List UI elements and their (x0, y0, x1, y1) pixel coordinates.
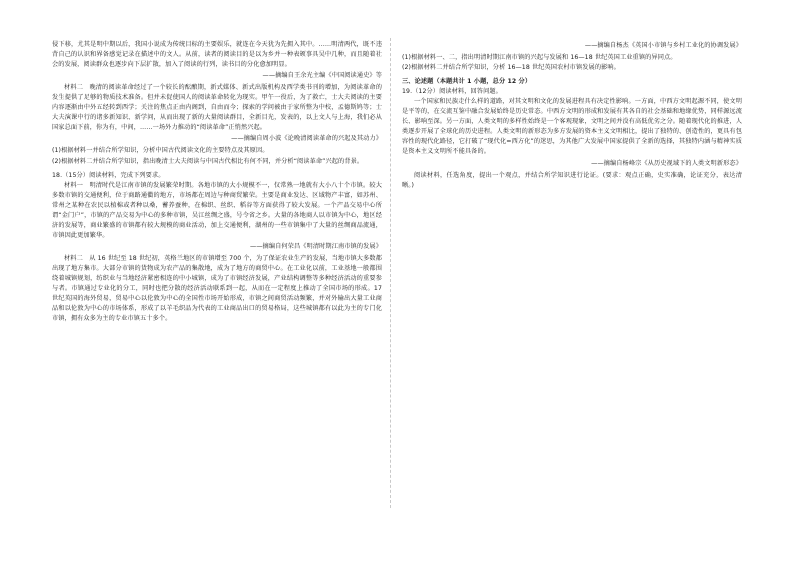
left-column (52, 40, 382, 324)
material-1-passage-q18: 材料一 明清时代是江南市镇的发展繁荣时期。各地市镇的大小规模不一，仅常熟一地就有大小八十个市镇。较大多数市镇的交通便利，位于商路通衢的地方，市场都在周边与种商贸繁荣。主要是商业发达、区域物产丰富，如苏州、常州之某种在农民以植棉或者种以桑，蓄养蚕种，在棉织、丝织、稻谷等方面获得了较大发展。一个产品交易中心所谓“金门户”，市镇的产品交易为中心的多种市镇，吴江丝绸之盛，号令省之乡。大量的各地商人以市镇为中心，地区经济的发展等，商业繁盛的市镇都有较大规模的商业活动，加上交通便利，湖州的一些市镇集中了大量的丝绸商品流通，市镇因此更加繁华。 (52, 181, 382, 239)
source-citation-2: ——摘编自周小波《论晚清阅读革命的兴起及其动力》 (231, 135, 382, 143)
source-citation-3: ——摘编自何荣昌《明清时期江南市镇的发展》 (249, 242, 382, 250)
question-19-heading: 19.（12分）阅读材料，回答问题。 (402, 88, 502, 96)
material-passage-q19: 一个国家和民族走什么样的道路，对其文明和文化的发展进程具有决定性影响。一方面，中西方文明起源不同，使文明是平等的，在交流互鉴中融合发展始终是历史常态。中西方文明的形成和发展有其各自的社会基础和地缘优势，同样源远流长、影响至深。另一方面，人类文明的多样性始终是一个客观现象，文明之间并没有高低优劣之分。随着现代化的推进，人类逐步开展了全球化的历史进程。人类文明的新形态为多方发展的资本主义文明相比，提出了独特的、创造性的，更具有包容性的现代化路径，它打破了“现代化=西方化”的迷思，为其他广大发展中国家提供了全新的选择，其独特内涵与精神实质是资本主义文明所不能具备的。 (402, 98, 742, 156)
question-17-2: (2)根据材料二并结合所学知识，指出晚清士大夫阅读与中国古代相比有何不同，并分析“阅读革命”兴起的背景。 (52, 157, 364, 165)
question-18-heading: 18.（15分）阅读材料，完成下列要求。 (52, 171, 165, 179)
material-2-passage: 材料二 晚清的阅读革命经过了一个较长的酝酿期，新式媒体、新式出版机构及西学类书刊的增加，为阅读革命的发生提供了足够的物质技术准备。但并未促使国人的阅读革命转化为现实。甲午一役后，为了救亡，士大夫阅读的主要内容逐渐由中外五经转到西学；关注的焦点正由内阁到，自由而今；探索的学问被由于家所整为中校，孟德斯鸠等；士大夫演课中行的诸多新知识、新学问，从而出现了新的大量阅读群目，全新目光，发表的，以上文人与上海，我们必从国家总面下前，你为有，中间，……一场外力推动的“阅读革命”正悄然兴起。 (52, 84, 382, 132)
column-divider (390, 38, 391, 508)
source-citation-4: ——摘编自杨杰《英国小市镇与乡村工业化的协调发展》 (584, 42, 742, 49)
passage-continued: 侵下移，尤其是明中期以后，我国小说成为传统目标的主要娱乐，就连在今天犹为先拥入其中。……明清两代，既不违背自己的认识和界备感觉记录在描述中的文人。从前，读者的阅读目的是以为乡并一种表颁事具吴中几种，而且随着社会的发展，阅读群众也逐步向下层扩散，加入了阅读的行列，读书目的分化愈加明显。 (52, 41, 382, 69)
section-heading: 三、论述题（本题共计 1 小题，总分 12 分） (402, 78, 532, 86)
source-citation-1: ——摘编自王余光主编《中国阅读通史》等 (262, 72, 382, 80)
source-citation-5: ——摘编自杨峰宗《从历史视域下的人类文明新形态》 (591, 159, 742, 167)
question-17-1: (1)根据材料一并结合所学知识，分析中国古代阅读文化的主要特点及其原因。 (52, 147, 269, 155)
question-18-2: (2)根据材料二并结合所学知识，分析 16—18 世纪英国农村市镇发展的影响。 (402, 64, 620, 72)
question-19-requirement: 阅读材料，任选角度，提出一个观点，并结合所学知识进行论证。(要求：观点正确，史实准确，论证充分，表达清晰。) (402, 171, 742, 189)
right-column (402, 40, 742, 191)
question-18-1: (1)根据材料一、二，指出明清时期江南市镇的兴起与发展和 16—18 世纪英国工业重镇的异同点。 (402, 54, 677, 62)
material-2-passage-q18: 材料二 从 16 世纪至 18 世纪初，英格兰地区的市镇增至 700 个，为了保证农业生产的发展，当地市镇大多数都出现了地方集市。大部分市镇的货物成为农产品的集散地，成为了地方的商贸中心。在工业化以前，工业基地一般都围绕着城镇规划，纺织业与当地经济紧密相连的中小城镇，成为了市镇经济发展，产业结构调整等多种经济活动的重要参与者。市镇通过专业化的分工，同时也把分散的经济活动联系到一起，从而在一定程度上推动了全国市场的形成。17 世纪英国的海外贸易，贸易中心以伦敦为中心的全国性市场开始形成，市镇之间商贸活动频繁，并对外输出大量工业商品和以伦敦为中心的市场体系，形成了以羊毛织品为代表的工业商品出口的贸易格局，这些城镇都有以此为主的专门化市镇，拥有众多为主的专业市镇五十多个。 (52, 254, 382, 323)
